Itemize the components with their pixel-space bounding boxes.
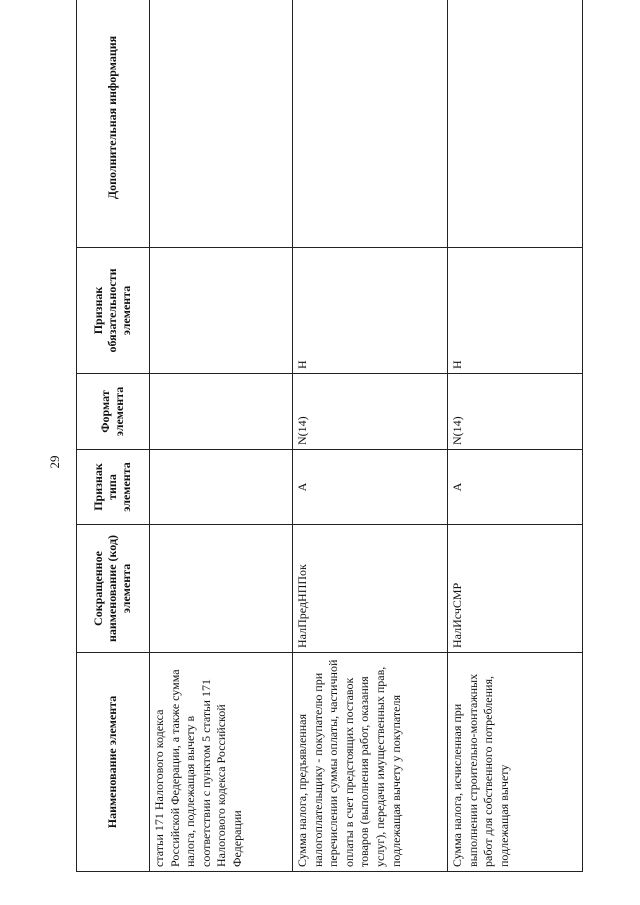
rotated-table-container: [76, 35, 584, 872]
cell-code: НалПредНППок: [293, 525, 448, 653]
cell-format: [150, 374, 293, 450]
cell-type: А: [293, 450, 448, 525]
elements-table: [76, 0, 583, 872]
header-element-name: Наименование элемента: [77, 653, 150, 872]
page-number: 29: [47, 455, 62, 469]
cell-info: [448, 0, 583, 248]
header-element-required: Признак обязательности элемента: [77, 248, 150, 374]
cell-required: Н: [293, 248, 448, 374]
cell-name: статьи 171 Налогового кодекса Российской Федерации, а также сумма налога, подлежащая вычету в соответствии с пунктом 5 статьи 171 Налогового кодекса Российской Федерации: [150, 653, 293, 872]
header-additional-info: Дополнительная информация: [77, 0, 150, 248]
cell-info: [150, 0, 293, 248]
cell-type: А: [448, 450, 583, 525]
table-row: [293, 0, 448, 872]
cell-format: N(14): [293, 374, 448, 450]
header-element-code: Сокращенное наименование (код) элемента: [77, 525, 150, 653]
header-element-type: Признак типа элемента: [77, 450, 150, 525]
cell-name: Сумма налога, предъявленная налогоплательщику - покупателю при перечислении суммы оплаты, частичной оплаты в счет предстоящих поставок товаров (выполнения работ, оказания услуг), передачи имущественных прав, подлежащая вычету у покупателя: [293, 653, 448, 872]
table-row: [448, 0, 583, 872]
cell-required: Н: [448, 248, 583, 374]
cell-code: НалИсчСМР: [448, 525, 583, 653]
cell-required: [150, 248, 293, 374]
table-row: [150, 0, 293, 872]
cell-name: Сумма налога, исчисленная при выполнении строительно-монтажных работ для собственного потребления, подлежащая вычету: [448, 653, 583, 872]
cell-info: [293, 0, 448, 248]
cell-type: [150, 450, 293, 525]
header-element-format: Формат элемента: [77, 374, 150, 450]
table-header-row: [77, 0, 150, 872]
cell-format: N(14): [448, 374, 583, 450]
cell-code: [150, 525, 293, 653]
